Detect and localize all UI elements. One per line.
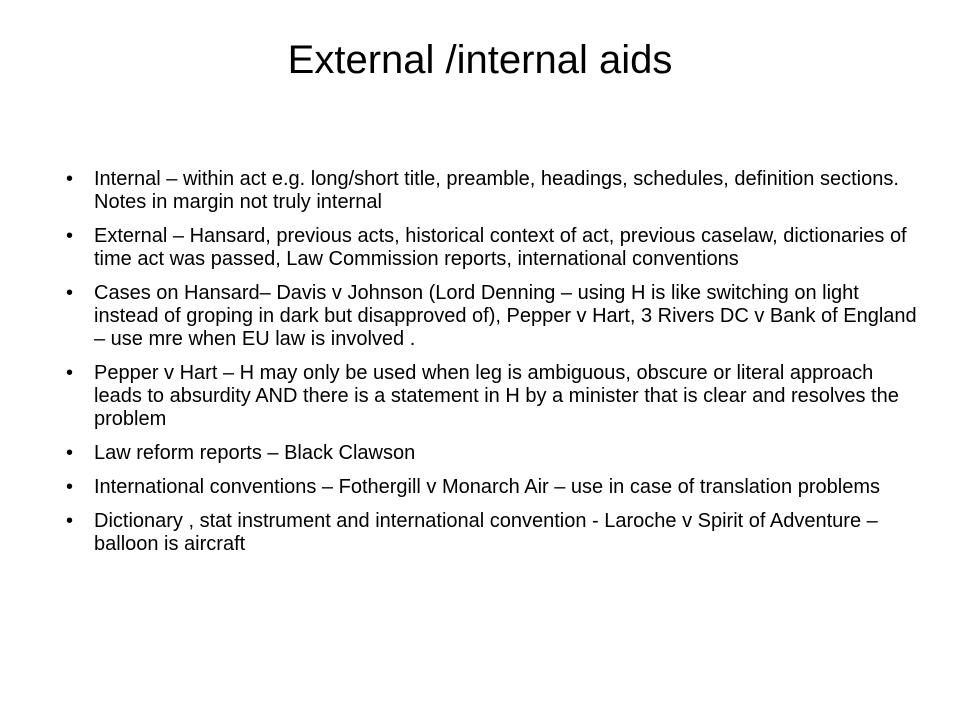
bullet-dot-icon: •: [66, 362, 74, 384]
slide-title: External /internal aids: [287, 38, 673, 82]
bullet-dot-icon: •: [66, 168, 74, 190]
bullet-text: Pepper v Hart – H may only be used when leg is ambiguous, obscure or literal approach leads to absurdity AND there is a statement in H by a minister that is clear and resolves the problem: [94, 362, 899, 430]
bullet-dot-icon: •: [66, 282, 74, 304]
bullet-item: [58, 168, 924, 214]
bullet-dot-icon: •: [66, 225, 74, 247]
bullet-item: [58, 225, 924, 271]
bullet-text: International conventions – Fothergill v Monarch Air – use in case of translation problems: [94, 476, 880, 498]
bullet-item: [58, 282, 924, 351]
bullet-item: [58, 510, 924, 556]
bullet-text: Dictionary , stat instrument and international convention - Laroche v Spirit of Adventure – balloon is aircraft: [94, 510, 878, 555]
bullet-text: Law reform reports – Black Clawson: [94, 442, 416, 464]
bullet-dot-icon: •: [66, 442, 74, 464]
bullet-list: [58, 168, 924, 567]
bullet-dot-icon: •: [66, 510, 74, 532]
bullet-text: Cases on Hansard– Davis v Johnson (Lord Denning – using H is like switching on light instead of groping in dark but disapproved of), Pepper v Hart, 3 Rivers DC v Bank of England – use mre when EU law is involved .: [94, 282, 917, 350]
bullet-item: [58, 362, 924, 431]
bullet-text: External – Hansard, previous acts, historical context of act, previous caselaw, dictionaries of time act was passed, Law Commission reports, international conventions: [94, 225, 907, 270]
bullet-text: Internal – within act e.g. long/short title, preamble, headings, schedules, definition sections. Notes in margin not truly internal: [94, 168, 899, 213]
bullet-item: [58, 442, 924, 465]
bullet-dot-icon: •: [66, 476, 74, 498]
bullet-item: [58, 476, 924, 499]
